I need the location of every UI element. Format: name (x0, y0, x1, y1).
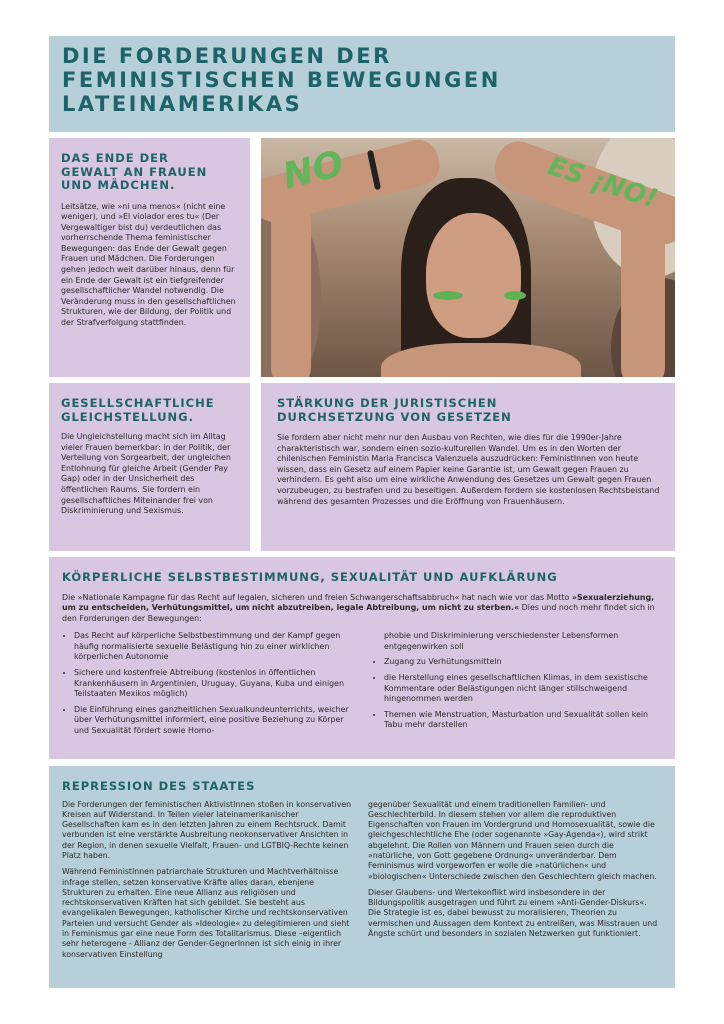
section-koerper-intro (62, 593, 661, 625)
section-gleichstellung (49, 383, 250, 551)
paragraph: Die Forderungen der feministischen AktivistInnen stoßen in konservativen Kreisen auf Widerstand. In Teilen vieler lateinamerikanischer Gesellschaften kam es in den letzten Jahren zu einem Rechtsruck. Damit verbunden ist eine verstärkte Ausbreitung neokonservativer Ansichten in der Region, in denen sexuelle Vielfalt, Frauen- und LGTBIQ-Rechte keinen Platz haben. (62, 799, 352, 860)
green-paint-left-cheek (433, 291, 463, 300)
shoulders (381, 343, 581, 377)
arm-paint-text-right: ES ¡NO! (544, 151, 661, 215)
section-gewalt-text: Leitsätze, wie »ni una menos« (nicht eine weniger), und »El violador eres tu« (Der Vergewaltiger bist du) verdeutlichen das vorherrschende Thema feministischer Bewegungen: das Ende der Gewalt gegen Frauen und Mädchen. Die Forderungen gehen jedoch weit darüber hinaus, denn für ein Ende der Gewalt ist ein tiefgreifender gesellschaftlicher Wandel notwendig. Die Veränderung muss in den gesellschaftlichen Strukturen, wie der Bildung, der Politik und der Strafverfolgung stattfinden. (61, 201, 236, 328)
green-paint-right-cheek (504, 291, 526, 300)
list-item: • die Herstellung eines gesellschaftlichen Klimas, in dem sexistische Kommentare oder Belästigungen nicht länger stillschweigend hingenommen werden (384, 673, 652, 705)
section-gewalt (49, 138, 250, 377)
list-item: • Sichere und kostenfreie Abtreibung (kostenlos in öffentlichen Krankenhäusern in Argentinien, Uruguay, Guyana, Kuba und einigen Teilstaaten Mexikos möglich) (74, 668, 354, 700)
section-gewalt-heading (61, 152, 240, 193)
page-title-line-1: DIE FORDERUNGEN DER (62, 44, 392, 68)
heading-line: DAS ENDE DER (61, 151, 169, 165)
repression-columns (62, 800, 662, 966)
arm-paint-text-left: NO (278, 143, 348, 198)
section-juristisch (261, 383, 675, 551)
list-item: • Zugang zu Verhütungsmitteln (384, 657, 652, 668)
list-item: • Das Recht auf körperliche Selbstbestimmung und der Kampf gegen häufig normalisierte sexuelle Belästigung hin zu einer wirklichen körperlichen Autonomie (74, 631, 354, 663)
paragraph: gegenüber Sexualität und einem traditionellen Familien- und Geschlechterbild. In diesem stehen vor allem die reproduktiven Eigenschaften von Frauen im Vordergrund und Homosexualität, sowie die gleichgeschlechtliche Ehe (oder sogenannte »Gay-Agenda«), wird strikt abgelehnt. Die Rollen von Männern und Frauen seien durch die »natürliche, von Gott gegebene Ordnung« unveränderbar. Dem Feminismus wird vorgeworfen er wolle die »natürlichen« und »biologischen« Unterschiede zwischen den Geschlechtern gleich machen. (368, 799, 657, 881)
raised-forearm-left (271, 198, 311, 377)
section-juristisch-text: Sie fordern aber nicht mehr nur den Ausbau von Rechten, wie dies für die 1990er-Jahre charakteristisch war, sondern einen sozio-kulturellen Wandel. Um es in den Worten der chilenischen Feministin Maria Francisca Valenzuela auszudrücken: FeministInnen von heute wissen, dass ein Gesetz auf einem Papier keine Garantie ist, um Gewalt gegen Frauen zu verhindern. Es geht also um eine wirkliche Anwendung des Gesetzes um Gewalt gegen Frauen vorzubeugen, zu bestrafen und zu beseitigen. Außerdem fordern sie kostenlosen Rechtsbeistand während des gesamten Prozesses und die Eröffnung von Frauenhäusern. (277, 433, 660, 506)
section-repression-heading: REPRESSION DES STAATES (62, 779, 256, 793)
intro-text: Die »Nationale Kampagne für das Recht auf legalen, sicheren und freien Schwangerschaftsabbruch« hat nach wie vor das Motto (62, 592, 570, 602)
section-koerper (49, 557, 675, 759)
raised-forearm-right (621, 208, 665, 377)
section-koerper-heading: KÖRPERLICHE SELBSTBESTIMMUNG, SEXUALITÄT UND AUFKLÄRUNG (62, 570, 558, 584)
bullet-list-right-wrap (372, 631, 652, 741)
section-repression (49, 766, 675, 988)
intro-motto: »Sexualerziehung, um zu entscheiden, Verhütungsmittel, um nicht abzutreiben, legale Abtreibung, um nicht zu sterben.« (62, 592, 655, 613)
page-title-line-2: FEMINISTISCHEN BEWEGUNGEN (62, 68, 501, 92)
heading-line: GEWALT AN FRAUEN (61, 164, 208, 179)
list-item: • Themen wie Menstruation, Masturbation und Sexualität sollen kein Tabu mehr darstellen (384, 710, 652, 731)
paragraph: Während FeministInnen patriarchale Strukturen und Machtverhältnisse infrage stellen, setzen konservative Kräfte alles daran, ebenjene Strukturen zu erhalten. Eine neue Allianz aus religiösen und rechtskonservativen Kräften hat sich gebildet. Sie besteht aus evangelikalen Bewegungen, katholischer Kirche und rechtskonservativen Parteien und versucht Gender als »Ideologie« zu delegitimieren und sieht in Feminismus gar eine neue Form des Totalitarismus. Diese –eigentlich sehr heterogene - Allianz der Gender-GegnerInnen ist sich einig in ihrer konservativen Einstellung (62, 867, 350, 959)
repression-column-right (368, 800, 662, 966)
koerper-columns (62, 631, 661, 741)
paragraph: Dieser Glaubens- und Wertekonflikt wird insbesondere in der Bildungspolitik ausgetragen und führt zu einem »Anti-Gender-Diskurs«. Die Strategie ist es, dabei bewusst zu moralisieren, Theorien zu vermischen und Aussagen dem Kontext zu entreißen, was Misstrauen und Ängste schürt und besonders in sozialen Netzwerken gut funktioniert. (368, 887, 658, 939)
heading-line: STÄRKUNG DER JURISTISCHEN (277, 396, 498, 410)
protest-photo (261, 138, 675, 377)
page-title (62, 44, 675, 116)
heading-line: GLEICHSTELLUNG. (61, 409, 194, 424)
face (426, 213, 521, 338)
list-continuation: phobie und Diskriminierung verschiedenster Lebensformen entgegenwirken soll (384, 631, 619, 651)
section-juristisch-heading (277, 397, 661, 424)
list-item: • Die Einführung eines ganzheitlichen Sexualkundeunterrichts, weicher über Verhütungsmittel informiert, eine positive Beziehung zu Körper und Sexualität fördert sowie Homo- (74, 705, 354, 737)
bullet-list-left (62, 631, 354, 741)
title-banner (49, 36, 675, 132)
heading-line: DURCHSETZUNG VON GESETZEN (277, 409, 512, 424)
heading-line: UND MÄDCHEN. (61, 178, 176, 192)
page-title-line-3: LATEINAMERIKAS (62, 92, 303, 116)
repression-column-left (62, 800, 356, 966)
section-gleichstellung-heading (61, 397, 240, 424)
heading-line: GESELLSCHAFTLICHE (61, 396, 215, 410)
bullet-list-right (372, 657, 652, 731)
section-gleichstellung-text: Die Ungleichstellung macht sich im Alltag vieler Frauen bemerkbar: in der Politik, der Verteilung von Sorgearbeit, der ungleichen Entlohnung für gleiche Arbeit (Gender Pay Gap) oder in der Unsicherheit des öffentlichen Raums. Sie fordern ein gesellschaftliches Miteinander frei von Diskriminierung und Sexismus. (61, 432, 231, 516)
intro-text-end: Dies und noch mehr findet sich in den Forderungen der Bewegungen: (62, 603, 655, 623)
